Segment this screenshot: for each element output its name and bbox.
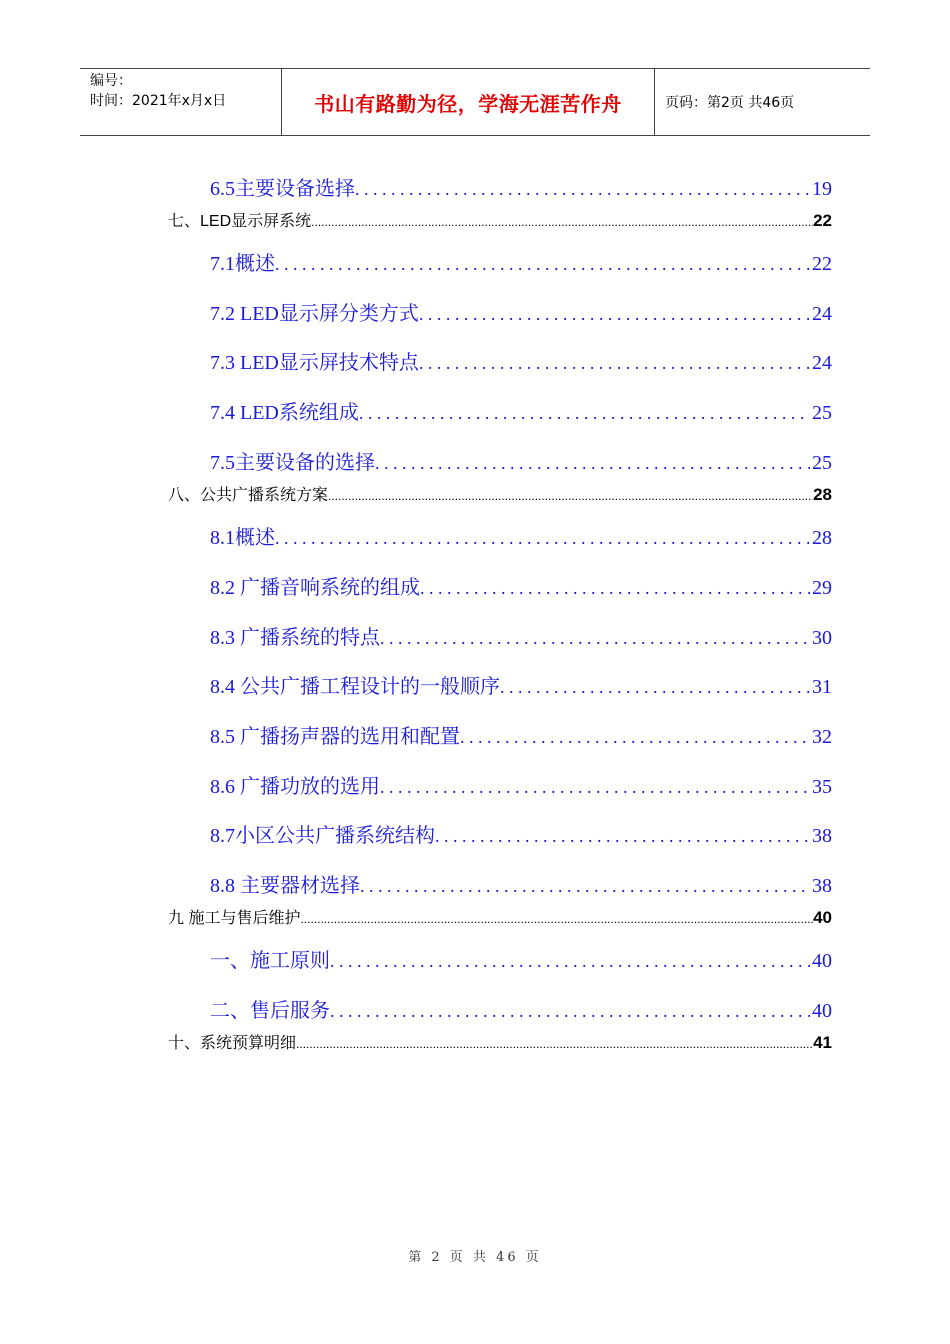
toc-entry-title: 8.5 广播扬声器的选用和配置 (210, 726, 460, 748)
toc-section-entry[interactable] (210, 670, 832, 699)
toc-entry-title: 7.3 LED显示屏技术特点 (210, 352, 419, 374)
toc-section-entry[interactable] (210, 172, 832, 201)
toc-entry-title: 七、LED显示屏系统 (168, 213, 312, 230)
toc-dot-leader (275, 528, 810, 549)
toc-section-entry[interactable] (210, 346, 832, 375)
toc-entry-page-number: 29 (812, 577, 832, 599)
toc-section-entry[interactable] (210, 720, 832, 749)
toc-entry-title: 八、公共广播系统方案 (168, 487, 329, 504)
toc-entry-page-number: 38 (812, 825, 832, 847)
toc-entry-page-number: 22 (813, 211, 832, 230)
toc-entry-page-number: 32 (812, 726, 832, 748)
toc-entry-title: 8.8 主要器材选择 (210, 875, 360, 897)
page-header (80, 68, 870, 136)
toc-dot-leader (380, 628, 810, 649)
toc-entry-title: 一、施工原则 (210, 950, 330, 972)
toc-chapter-entry[interactable] (168, 208, 832, 231)
toc-dot-leader (460, 727, 810, 748)
toc-section-entry[interactable] (210, 770, 832, 799)
toc-entry-page-number: 31 (812, 676, 832, 698)
toc-entry-page-number: 25 (812, 452, 832, 474)
toc-dot-leader (360, 876, 810, 897)
page-footer: 第 2 页 共 46 页 (408, 1250, 542, 1265)
toc-chapter-entry[interactable] (168, 482, 832, 505)
toc-entry-title: 7.4 LED系统组成 (210, 402, 359, 424)
toc-dot-leader (311, 215, 813, 229)
toc-entry-title: 十、系统预算明细 (168, 1035, 297, 1052)
toc-chapter-entry[interactable] (168, 1030, 832, 1053)
toc-entry-title: 7.2 LED显示屏分类方式 (210, 303, 419, 325)
toc-dot-leader (300, 912, 813, 926)
toc-dot-leader (420, 578, 810, 599)
toc-entry-title: 8.1概述 (210, 527, 275, 549)
toc-entry-page-number: 40 (812, 950, 832, 972)
toc-section-entry[interactable] (210, 521, 832, 550)
toc-dot-leader (435, 826, 810, 847)
toc-entry-title: 8.7小区公共广播系统结构 (210, 825, 435, 847)
toc-dot-leader (355, 179, 810, 200)
number-label: 编号： (90, 73, 132, 89)
toc-entry-page-number: 19 (812, 178, 832, 200)
toc-dot-leader (419, 304, 810, 325)
toc-entry-title: 8.6 广播功放的选用 (210, 776, 380, 798)
toc-entry-page-number: 35 (812, 776, 832, 798)
toc-entry-title: 8.3 广播系统的特点 (210, 627, 380, 649)
toc-entry-title: 8.2 广播音响系统的组成 (210, 577, 420, 599)
toc-section-entry[interactable] (210, 446, 832, 475)
toc-entry-page-number: 40 (812, 1000, 832, 1022)
toc-section-entry[interactable] (210, 297, 832, 326)
toc-entry-title: 6.5主要设备选择 (210, 178, 355, 200)
header-meta (90, 71, 226, 111)
toc-entry-page-number: 25 (812, 402, 832, 424)
header-divider (654, 69, 655, 135)
toc-entry-page-number: 30 (812, 627, 832, 649)
toc-entry-title: 二、售后服务 (210, 1000, 330, 1022)
toc-entry-title: 7.1概述 (210, 253, 275, 275)
toc-entry-title: 7.5主要设备的选择 (210, 452, 375, 474)
toc-entry-page-number: 24 (812, 303, 832, 325)
toc-entry-page-number: 28 (813, 485, 832, 504)
toc-entry-title: 九 施工与售后维护 (168, 910, 301, 927)
toc-dot-leader (330, 951, 810, 972)
toc-section-entry[interactable] (210, 869, 832, 898)
date-label: 时间：2021年x月x日 (90, 93, 227, 109)
toc-dot-leader (359, 403, 810, 424)
toc-entry-page-number: 38 (812, 875, 832, 897)
toc-dot-leader (500, 677, 810, 698)
toc-dot-leader (275, 254, 810, 275)
toc-section-entry[interactable] (210, 621, 832, 650)
toc-dot-leader (296, 1037, 813, 1051)
toc-entry-page-number: 28 (812, 527, 832, 549)
toc-chapter-entry[interactable] (168, 905, 832, 928)
toc-dot-leader (330, 1001, 810, 1022)
toc-dot-leader (375, 453, 810, 474)
toc-dot-leader (380, 777, 810, 798)
toc-section-entry[interactable] (210, 819, 832, 848)
toc-entry-page-number: 40 (813, 908, 832, 927)
toc-entry-page-number: 24 (812, 352, 832, 374)
header-page-info: 页码：第2页 共46页 (665, 95, 795, 111)
toc-section-entry[interactable] (210, 571, 832, 600)
header-motto: 书山有路勤为径，学海无涯苦作舟 (314, 92, 622, 116)
toc-section-entry[interactable] (210, 247, 832, 276)
toc-entry-title: 8.4 公共广播工程设计的一般顺序 (210, 676, 500, 698)
toc-dot-leader (328, 489, 813, 503)
toc-section-entry[interactable] (210, 994, 832, 1023)
toc-section-entry[interactable] (210, 944, 832, 973)
toc-section-entry[interactable] (210, 396, 832, 425)
toc-entry-page-number: 22 (812, 253, 832, 275)
toc-entry-page-number: 41 (813, 1033, 832, 1052)
toc-dot-leader (419, 353, 810, 374)
